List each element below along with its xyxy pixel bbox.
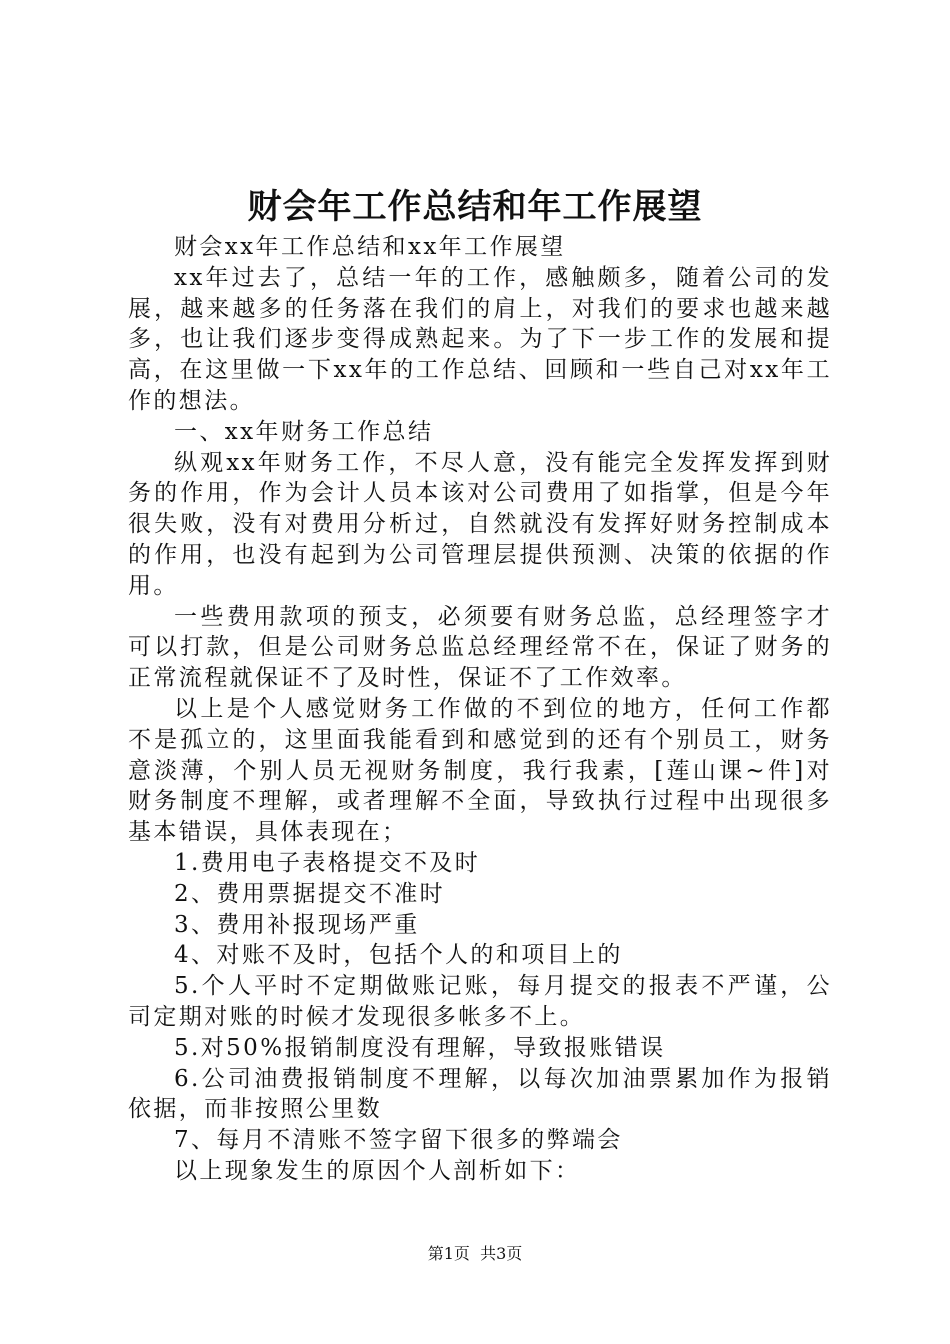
list-item: 6.公司油费报销制度不理解，以每次加油票累加作为报销依据，而非按照公里数 — [128, 1065, 832, 1123]
paragraph-subtitle: 财会xx年工作总结和xx年工作展望 — [174, 234, 566, 260]
paragraph-overview: 纵观xx年财务工作，不尽人意，没有能完全发挥发挥到财务的作用，作为会计人员本该对公司费用了如指掌，但是今年很失败，没有对费用分析过，自然就没有发挥好财务控制成本的作用，也没有起到为公司管理层提供预测、决策的依据的作用。 — [128, 449, 832, 599]
page-number: 第1页 共3页 — [427, 1244, 523, 1263]
document-title: 财会年工作总结和年工作展望 — [247, 187, 703, 227]
list-item: 2、费用票据提交不准时 — [174, 880, 446, 907]
paragraph-analysis: 以上现象发生的原因个人剖析如下： — [174, 1157, 581, 1184]
paragraph-intro: xx年过去了，总结一年的工作，感触颇多，随着公司的发展，越来越多的任务落在我们的肩上，对我们的要求也越来越多，也让我们逐步变得成熟起来。为了下一步工作的发展和提高，在这里做一下xx年的工作总结、回顾和一些自己对xx年工作的想法。 — [128, 264, 832, 414]
list-item: 7、每月不清账不签字留下很多的弊端会 — [174, 1127, 623, 1154]
list-item: 4、对账不及时，包括个人的和项目上的 — [174, 942, 623, 969]
paragraph-advance-payment: 一些费用款项的预支，必须要有财务总监，总经理签字才可以打款，但是公司财务总监总经理经常不在，保证了财务的正常流程就保证不了及时性，保证不了工作效率。 — [128, 603, 832, 692]
list-item: 3、费用补报现场严重 — [174, 911, 420, 938]
list-item: 5.对50%报销制度没有理解，导致报账错误 — [174, 1034, 666, 1061]
list-item: 1.费用电子表格提交不及时 — [174, 849, 481, 876]
paragraph-issues: 以上是个人感觉财务工作做的不到位的地方，任何工作都不是孤立的，这里面我能看到和感觉到的还有个别员工，财务意淡薄，个别人员无视财务制度，我行我素，[莲山课~件]对财务制度不理解，或者理解不全面，导致执行过程中出现很多基本错误，具体表现在； — [128, 695, 832, 846]
document-body — [128, 232, 832, 1187]
page-footer — [0, 1242, 950, 1266]
section-heading: 一、xx年财务工作总结 — [174, 418, 434, 445]
list-item: 5.个人平时不定期做账记账，每月提交的报表不严谨，公司定期对账的时候才发现很多帐多不上。 — [128, 973, 832, 1030]
